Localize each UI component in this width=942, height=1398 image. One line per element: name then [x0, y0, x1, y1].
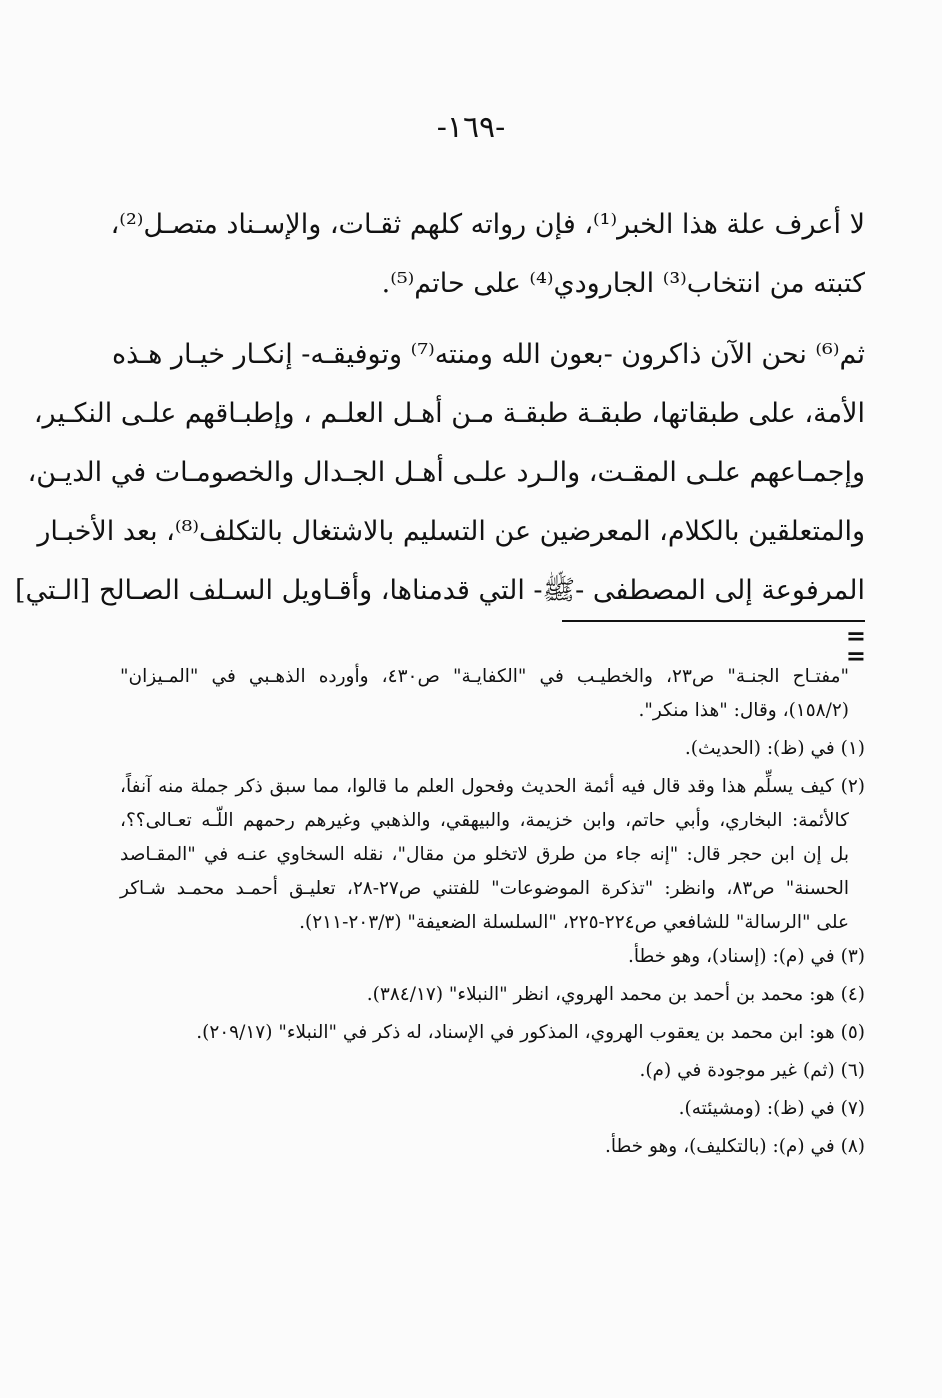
- continuation-mark: = =: [845, 621, 866, 670]
- body-line: المرفوعة إلى المصطفى -ﷺ- التي قدمناها، وأقـاويل السـلف الصـالح [الـتي]: [14, 575, 865, 606]
- footnote-divider: [562, 620, 865, 622]
- footnote-line: الحسنة" ص٨٣، وانظر: "تذكرة الموضوعات" للفتني ص٢٧-٢٨، تعليـق أحمـد محمـد شـاكر: [120, 878, 849, 899]
- body-line: والمتعلقين بالكلام، المعرضين عن التسليم بالاشتغال بالتكلف⁽⁸⁾، بعد الأخبـار: [37, 516, 865, 547]
- footnote-line: (٣) في (م): (إسناد)، وهو خطأ.: [627, 946, 865, 967]
- footnote-line: "مفتـاح الجنـة" ص٢٣، والخطيـب في "الكفايـة" ص٤٣٠، وأورده الذهـبي في "المـيزان": [120, 666, 849, 687]
- page-number: -١٦٩-: [436, 110, 506, 145]
- main-text: [14, 195, 865, 620]
- footnote-line: على "الرسالة" للشافعي ص٢٢٤-٢٢٥، "السلسلة الضعيفة" (٢٠٣/٣-٢١١).: [299, 912, 849, 933]
- footnote-line: (٢) كيف يسلِّم هذا وقد قال فيه أئمة الحديث وفحول العلم ما قالوا، مما سبق ذكر جملة منه آنفاً،: [120, 776, 865, 797]
- body-line: الأمة، على طبقاتها، طبقـة طبقـة مـن أهـل العلـم ، وإطبـاقهم علـى النكـير،: [33, 398, 865, 429]
- footnote-line: (٦) (ثم) غير موجودة في (م).: [639, 1060, 865, 1081]
- footnote-line: بل إن ابن حجر قال: "إنه جاء من طرق لاتخلو من مقال"، نقله السخاوي عنـه في "المقـاصد: [120, 844, 849, 865]
- footnote-line: كالأئمة: البخاري، وأبي حاتم، وابن خزيمة، والبيهقي، والذهبي وغيرهم رحمهم اللّـه تعـالى؟؟،: [120, 810, 849, 831]
- footnote-line: (٧) في (ظ): (ومشيئته).: [678, 1098, 865, 1119]
- footnote-line: (٥) هو: ابن محمد بن يعقوب الهروي، المذكور في الإسناد، له ذكر في "النبلاء" (٢٠٩/١٧).: [196, 1022, 865, 1043]
- footnote-line: (١) في (ظ): (الحديث).: [684, 738, 865, 759]
- body-line: لا أعرف علة هذا الخبر⁽¹⁾، فإن رواته كلهم ثقـات، والإسـناد متصـل⁽²⁾،: [110, 209, 865, 240]
- footnote-line: (٨) في (م): (بالتكليف)، وهو خطأ.: [604, 1136, 865, 1157]
- footnote-line: (١٥٨/٢)، وقال: "هذا منكر".: [638, 700, 849, 721]
- footnote-line: (٤) هو: محمد بن أحمد بن محمد الهروي، انظر "النبلاء" (٣٨٤/١٧).: [366, 984, 865, 1005]
- body-line: ثم⁽⁶⁾ نحن الآن ذاكرون -بعون الله ومنته⁽⁷⁾ وتوفيقـه- إنكـار خيـار هـذه: [111, 339, 865, 370]
- body-line: كتبته من انتخاب⁽³⁾ الجارودي⁽⁴⁾ على حاتم⁽⁵⁾.: [381, 268, 865, 299]
- footnotes: [120, 660, 865, 1164]
- body-line: وإجمـاعهم علـى المقـت، والـرد علـى أهـل الجـدال والخصومـات في الديـن،: [27, 457, 865, 488]
